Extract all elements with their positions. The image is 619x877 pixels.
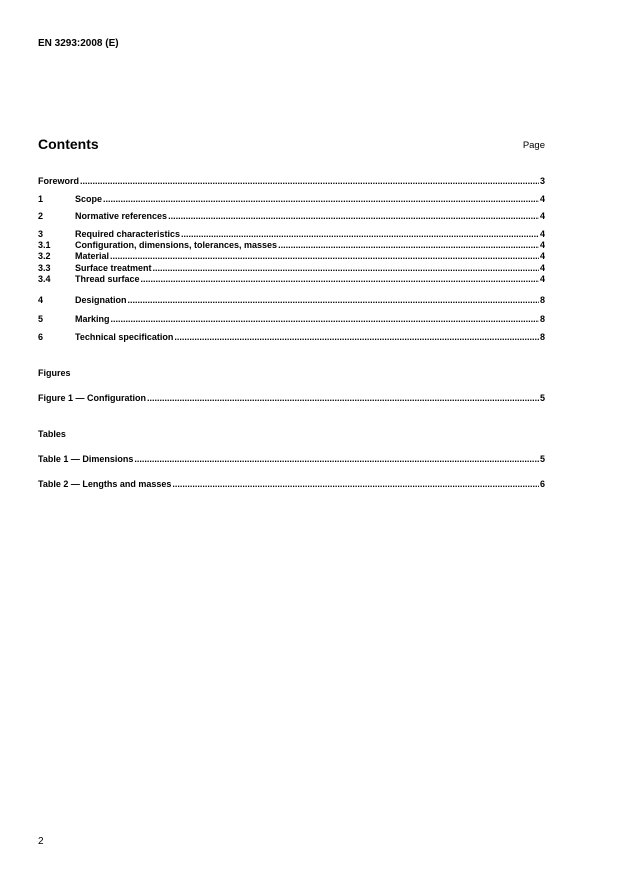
toc-entry-number: 3.3 — [38, 263, 51, 273]
toc-entry-title: Required characteristics — [75, 229, 181, 239]
toc-entry-technical-specification[interactable] — [38, 332, 545, 343]
toc-entry-designation[interactable] — [38, 295, 545, 306]
toc-entry-number: 3.2 — [38, 251, 51, 261]
toc-entry-title: Surface treatment — [75, 263, 152, 273]
toc-leader-dots — [172, 479, 539, 490]
table-entry-dimensions[interactable] — [38, 454, 545, 465]
table-entry-page: 5 — [539, 454, 545, 464]
contents-title: Contents — [38, 136, 99, 152]
figure-entry-configuration[interactable] — [38, 393, 545, 404]
toc-entry-foreword[interactable] — [38, 176, 545, 187]
toc-leader-dots — [134, 454, 539, 465]
toc-entry-configuration[interactable] — [38, 240, 545, 251]
toc-entry-number: 2 — [38, 211, 44, 221]
toc-entry-page: 8 — [539, 314, 545, 324]
toc-entry-required-characteristics[interactable] — [38, 229, 545, 240]
toc-leader-dots — [147, 393, 539, 404]
toc-entry-title: Scope — [75, 194, 103, 204]
toc-entry-title: Material — [75, 251, 110, 261]
toc-leader-dots — [128, 295, 539, 306]
tables-heading: Tables — [38, 429, 66, 439]
figure-entry-page: 5 — [539, 393, 545, 403]
toc-leader-dots — [174, 332, 539, 343]
toc-entry-thread-surface[interactable] — [38, 274, 545, 285]
toc-entry-page: 4 — [539, 211, 545, 221]
toc-entry-title: Designation — [75, 295, 127, 305]
toc-entry-title: Technical specification — [75, 332, 174, 342]
toc-leader-dots — [141, 274, 539, 285]
toc-entry-page: 4 — [539, 240, 545, 250]
toc-entry-page: 4 — [539, 263, 545, 273]
toc-leader-dots — [80, 176, 539, 187]
page-column-label: Page — [522, 140, 545, 151]
table-entry-lengths-and-masses[interactable] — [38, 479, 545, 490]
toc-entry-number: 3.4 — [38, 274, 51, 284]
toc-entry-title: Marking — [75, 314, 110, 324]
toc-entry-page: 4 — [539, 229, 545, 239]
toc-entry-page: 4 — [539, 194, 545, 204]
toc-entry-surface-treatment[interactable] — [38, 263, 545, 274]
table-entry-title: Table 2 — Lengths and masses — [38, 479, 172, 489]
toc-entry-number: 3 — [38, 229, 44, 239]
toc-entry-number: 6 — [38, 332, 44, 342]
toc-entry-title: Foreword — [38, 176, 80, 186]
figure-entry-title: Figure 1 — Configuration — [38, 393, 146, 403]
toc-entry-scope[interactable] — [38, 194, 545, 205]
document-id: EN 3293:2008 (E) — [38, 38, 119, 49]
table-entry-title: Table 1 — Dimensions — [38, 454, 134, 464]
toc-entry-marking[interactable] — [38, 314, 545, 325]
toc-entry-number: 3.1 — [38, 240, 51, 250]
toc-entry-page: 4 — [539, 274, 545, 284]
toc-leader-dots — [181, 229, 539, 240]
toc-entry-material[interactable] — [38, 251, 545, 262]
toc-leader-dots — [111, 314, 539, 325]
toc-entry-normative-references[interactable] — [38, 211, 545, 222]
toc-entry-page: 8 — [539, 332, 545, 342]
toc-entry-title: Thread surface — [75, 274, 140, 284]
page-number: 2 — [38, 836, 44, 847]
table-entry-page: 6 — [539, 479, 545, 489]
toc-entry-number: 1 — [38, 194, 44, 204]
toc-leader-dots — [168, 211, 539, 222]
toc-entry-page: 3 — [539, 176, 545, 186]
toc-leader-dots — [103, 194, 539, 205]
toc-leader-dots — [153, 263, 539, 274]
toc-entry-number: 4 — [38, 295, 44, 305]
toc-entry-number: 5 — [38, 314, 44, 324]
toc-entry-title: Configuration, dimensions, tolerances, masses — [75, 240, 278, 250]
toc-entry-page: 8 — [539, 295, 545, 305]
figures-heading: Figures — [38, 368, 71, 378]
toc-entry-title: Normative references — [75, 211, 168, 221]
toc-leader-dots — [278, 240, 539, 251]
toc-leader-dots — [110, 251, 539, 262]
toc-entry-page: 4 — [539, 251, 545, 261]
